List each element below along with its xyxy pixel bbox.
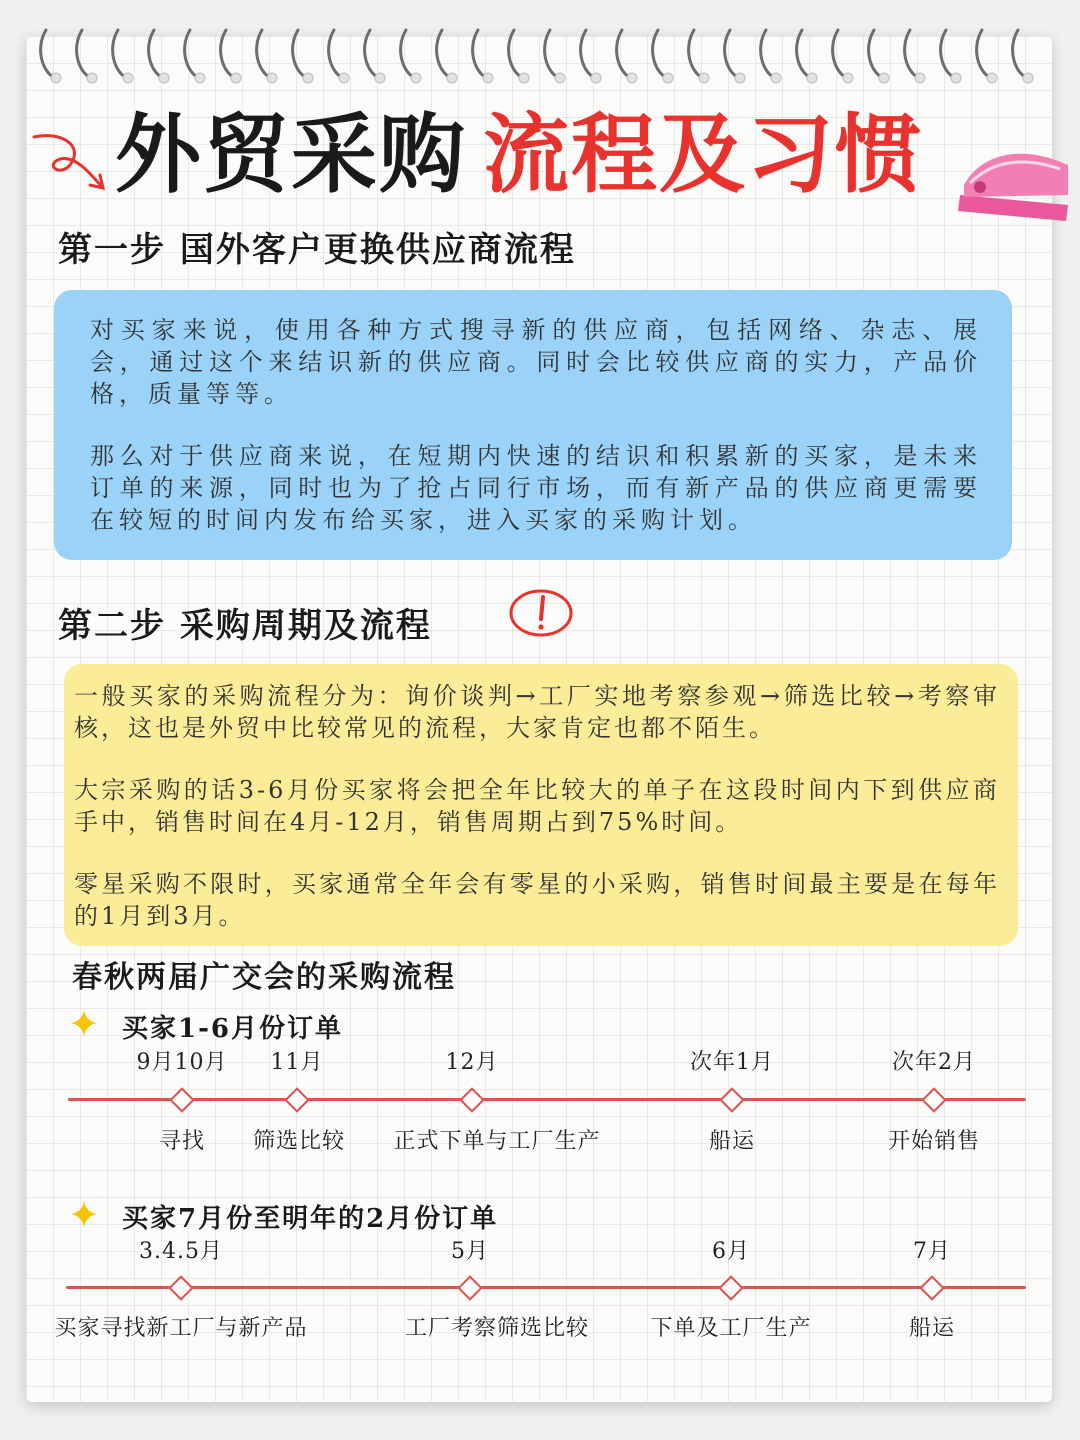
timeline2-date: 5月	[451, 1239, 489, 1264]
timeline1-stage: 正式下单与工厂生产	[393, 1129, 601, 1154]
spiral-ring-icon	[41, 30, 1028, 78]
timeline1-stage: 寻找	[158, 1129, 206, 1154]
star-icon: ✦	[68, 1002, 100, 1046]
page-title	[115, 92, 935, 205]
timeline1-stage: 船运	[708, 1129, 756, 1154]
timeline1-date: 11月	[270, 1050, 324, 1075]
step2-paragraph-1: 一般买家的采购流程分为：询价谈判→工厂实地考察参观→筛选比较→考察审核，这也是外贸中比较常见的流程，大家肯定也都不陌生。	[74, 682, 1000, 742]
timeline1-date: 9月10月	[136, 1050, 228, 1075]
timeline2-stage: 船运	[908, 1316, 956, 1341]
step2-heading: 第二步 采购周期及流程	[58, 606, 432, 646]
timeline1-date: 12月	[445, 1050, 499, 1075]
step1-info-box	[54, 290, 1012, 560]
timeline2-date: 6月	[712, 1239, 750, 1264]
star-icon: ✦	[68, 1193, 100, 1237]
title-highlight-part: 流程及习惯	[471, 85, 935, 209]
timeline2-stage: 工厂考察筛选比较	[404, 1316, 590, 1341]
timeline1-stage: 开始销售	[887, 1129, 981, 1154]
exclamation-circle-icon	[505, 585, 577, 641]
step2-info-box	[64, 664, 1018, 946]
timeline2-date: 7月	[913, 1239, 951, 1264]
spiral-binding	[26, 20, 1052, 90]
timeline1-date: 次年1月	[690, 1050, 774, 1075]
step1-paragraph-2: 那么对于供应商来说，在短期内快速的结识和积累新的买家，是未来订单的来源，同时也为了抢占同行市场，而有新产品的供应商更需要在较短的时间内发布给买家，进入买家的采购计划。	[90, 442, 982, 534]
step2-paragraph-2: 大宗采购的话3-6月份买家将会把全年比较大的单子在这段时间内下到供应商手中，销售时间在4月-12月，销售周期占到75%时间。	[74, 776, 1000, 836]
timeline1-heading: 买家1-6月份订单	[122, 1014, 343, 1044]
step1-paragraph-1: 对买家来说，使用各种方式搜寻新的供应商，包括网络、杂志、展会，通过这个来结识新的供应商。同时会比较供应商的实力，产品价格，质量等等。	[90, 316, 982, 408]
timeline2-heading: 买家7月份至明年的2月份订单	[122, 1204, 499, 1234]
timeline2-line	[66, 1286, 1026, 1289]
timeline2-stage: 下单及工厂生产	[650, 1316, 812, 1341]
timeline2-date: 3.4.5月	[139, 1239, 223, 1264]
stapler-icon	[950, 125, 1080, 225]
fair-heading: 春秋两届广交会的采购流程	[72, 960, 456, 995]
timeline2-stage: 买家寻找新工厂与新产品	[54, 1316, 308, 1341]
title-black-part: 外贸采购	[115, 104, 467, 205]
step1-heading: 第一步 国外客户更换供应商流程	[58, 230, 576, 270]
timeline1-line	[68, 1098, 1026, 1101]
arrow-doodle-icon	[30, 125, 110, 195]
step2-paragraph-3: 零星采购不限时，买家通常全年会有零星的小采购，销售时间最主要是在每年的1月到3月。	[74, 870, 1000, 930]
timeline1-date: 次年2月	[892, 1050, 976, 1075]
timeline1-stage: 筛选比较	[252, 1129, 346, 1154]
